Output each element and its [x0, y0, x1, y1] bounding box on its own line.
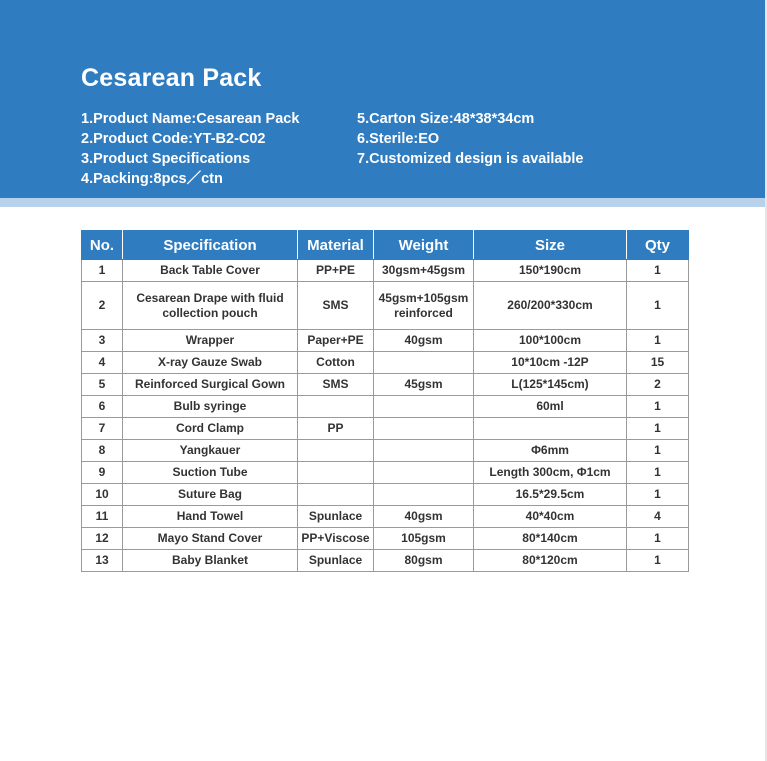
cell-material: Spunlace [298, 506, 374, 528]
cell-no: 7 [82, 418, 123, 440]
cell-size: 40*40cm [474, 506, 627, 528]
cell-specification: Yangkauer [123, 440, 298, 462]
table-row [82, 462, 689, 484]
cell-weight: 105gsm [374, 528, 474, 550]
cell-qty: 4 [627, 506, 689, 528]
info-customized: 7.Customized design is available [357, 151, 584, 167]
cell-size: 150*190cm [474, 260, 627, 282]
cell-specification: Baby Blanket [123, 550, 298, 572]
cell-size: L(125*145cm) [474, 374, 627, 396]
cell-material: PP [298, 418, 374, 440]
cell-material [298, 462, 374, 484]
cell-weight: 30gsm+45gsm [374, 260, 474, 282]
cell-weight [374, 462, 474, 484]
column-header-material: Material [298, 231, 374, 260]
cell-weight [374, 396, 474, 418]
cell-qty: 1 [627, 528, 689, 550]
cell-weight [374, 484, 474, 506]
cell-size: 10*10cm -12P [474, 352, 627, 374]
table-row [82, 528, 689, 550]
info-sterile: 6.Sterile:EO [357, 131, 440, 147]
table-row [82, 484, 689, 506]
cell-material: Cotton [298, 352, 374, 374]
column-header-specification: Specification [123, 231, 298, 260]
cell-weight: 40gsm [374, 506, 474, 528]
cell-size: 80*140cm [474, 528, 627, 550]
cell-no: 8 [82, 440, 123, 462]
table-row [82, 506, 689, 528]
cell-weight [374, 418, 474, 440]
cell-material: Paper+PE [298, 330, 374, 352]
table-row [82, 352, 689, 374]
table-header-row [82, 231, 689, 260]
cell-no: 12 [82, 528, 123, 550]
table-row [82, 374, 689, 396]
cell-no: 1 [82, 260, 123, 282]
cell-size: 80*120cm [474, 550, 627, 572]
cell-qty: 1 [627, 282, 689, 330]
cell-size [474, 418, 627, 440]
cell-size: 60ml [474, 396, 627, 418]
cell-no: 5 [82, 374, 123, 396]
cell-qty: 15 [627, 352, 689, 374]
cell-specification: Cesarean Drape with fluid collection pouch [123, 282, 298, 330]
cell-no: 9 [82, 462, 123, 484]
cell-size: Length 300cm, Φ1cm [474, 462, 627, 484]
cell-weight: 40gsm [374, 330, 474, 352]
cell-weight: 45gsm+105gsm reinforced [374, 282, 474, 330]
cell-size: Φ6mm [474, 440, 627, 462]
cell-qty: 1 [627, 440, 689, 462]
info-carton-size: 5.Carton Size:48*38*34cm [357, 111, 535, 127]
cell-material: Spunlace [298, 550, 374, 572]
cell-specification: Back Table Cover [123, 260, 298, 282]
cell-material: SMS [298, 374, 374, 396]
table-row [82, 330, 689, 352]
cell-material [298, 484, 374, 506]
cell-specification: Reinforced Surgical Gown [123, 374, 298, 396]
cell-material [298, 396, 374, 418]
specification-table [81, 230, 689, 572]
cell-qty: 1 [627, 484, 689, 506]
cell-specification: Suture Bag [123, 484, 298, 506]
cell-specification: Hand Towel [123, 506, 298, 528]
cell-material: PP+PE [298, 260, 374, 282]
table-row [82, 440, 689, 462]
cell-specification: Mayo Stand Cover [123, 528, 298, 550]
column-header-weight: Weight [374, 231, 474, 260]
cell-no: 4 [82, 352, 123, 374]
cell-specification: Bulb syringe [123, 396, 298, 418]
cell-qty: 1 [627, 260, 689, 282]
column-header-no: No. [82, 231, 123, 260]
cell-no: 2 [82, 282, 123, 330]
cell-no: 10 [82, 484, 123, 506]
cell-material: PP+Viscose [298, 528, 374, 550]
cell-no: 6 [82, 396, 123, 418]
page-title: Cesarean Pack [81, 64, 262, 92]
cell-weight [374, 352, 474, 374]
product-info-right [357, 109, 583, 169]
table-row [82, 282, 689, 330]
product-info-left [81, 109, 299, 189]
cell-weight [374, 440, 474, 462]
cell-qty: 1 [627, 396, 689, 418]
column-header-size: Size [474, 231, 627, 260]
cell-weight: 45gsm [374, 374, 474, 396]
cell-size: 16.5*29.5cm [474, 484, 627, 506]
cell-qty: 2 [627, 374, 689, 396]
cell-qty: 1 [627, 330, 689, 352]
cell-specification: X-ray Gauze Swab [123, 352, 298, 374]
info-product-name: 1.Product Name:Cesarean Pack [81, 111, 300, 127]
cell-no: 3 [82, 330, 123, 352]
cell-no: 11 [82, 506, 123, 528]
table-row [82, 396, 689, 418]
info-product-specifications: 3.Product Specifications [81, 151, 251, 167]
cell-weight: 80gsm [374, 550, 474, 572]
table-row [82, 260, 689, 282]
info-packing: 4.Packing:8pcs／ctn [81, 171, 223, 187]
cell-qty: 1 [627, 550, 689, 572]
cell-qty: 1 [627, 418, 689, 440]
cell-material: SMS [298, 282, 374, 330]
cell-size: 260/200*330cm [474, 282, 627, 330]
table-row [82, 418, 689, 440]
header-stripe [0, 198, 765, 207]
info-product-code: 2.Product Code:YT-B2-C02 [81, 131, 266, 147]
cell-specification: Wrapper [123, 330, 298, 352]
cell-no: 13 [82, 550, 123, 572]
column-header-qty: Qty [627, 231, 689, 260]
cell-material [298, 440, 374, 462]
cell-qty: 1 [627, 462, 689, 484]
cell-specification: Cord Clamp [123, 418, 298, 440]
cell-size: 100*100cm [474, 330, 627, 352]
table-row [82, 550, 689, 572]
cell-specification: Suction Tube [123, 462, 298, 484]
